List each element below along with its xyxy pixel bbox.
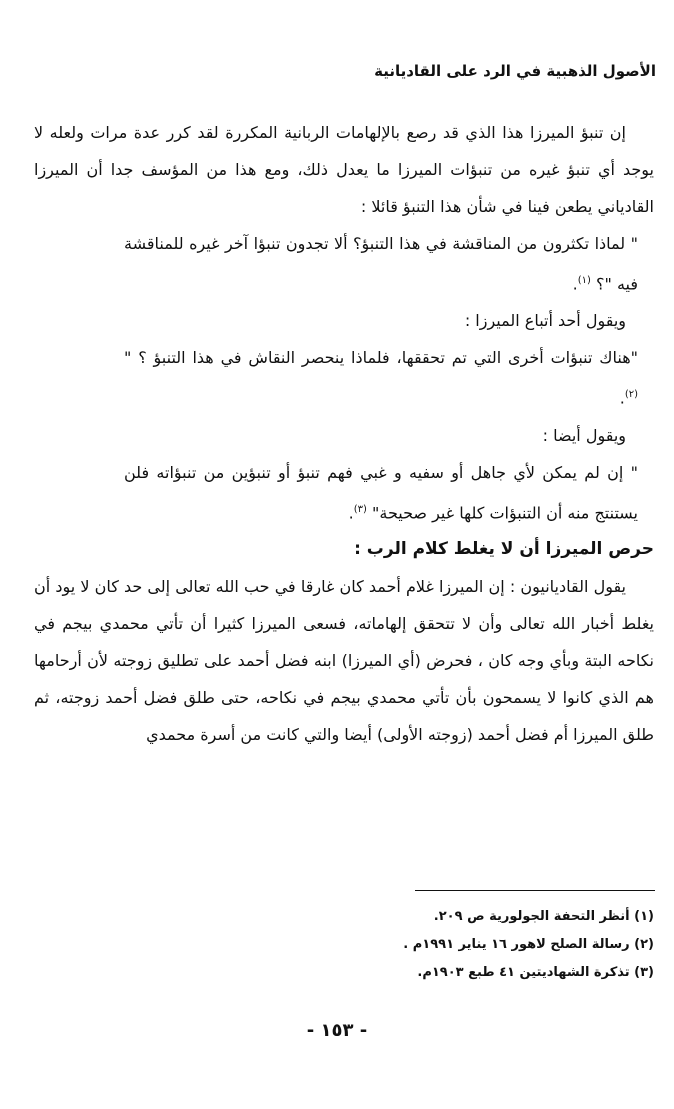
quote-3-text: " إن لم يمكن لأي جاهل أو سفيه و غبي فهم تنبؤ أو تنبؤين من تنبؤاته فلن يستنتج منه أن التنبؤات كلها غير صحيحة" [124, 462, 638, 522]
quote-2-end: . [619, 388, 625, 408]
footnote-ref-3: (٣) [353, 503, 367, 515]
section-heading: حرص الميرزا أن لا يغلط كلام الرب : [354, 538, 654, 559]
paragraph-1: إن تنبؤ الميرزا هذا الذي قد رصع بالإلهامات الربانية المكررة لقد كرر عدة مرات ولعله لا يوجد أي تنبؤ غيره من تنبؤات الميرزا ما يعدل ذلك، ومع هذا من المؤسف جدا أن الميرزا القادياني يطعن فينا في شأن هذا التنبؤ قائلا : [34, 123, 654, 216]
book-title: الأصول الذهبية في الرد على القاديانية [374, 62, 656, 80]
quote-1 [34, 225, 654, 302]
footnote-1: (١) أنظر التحفة الجولورية ص ٢٠٩. [433, 909, 654, 924]
quote-3 [34, 454, 654, 531]
paragraph-2: ويقول أحد أتباع الميرزا : [464, 311, 626, 331]
paragraph-3: ويقول أيضا : [542, 425, 626, 445]
page-number: - ١٥٣ - [306, 1020, 368, 1041]
footnote-2: (٢) رسالة الصلح لاهور ١٦ يناير ١٩٩١م . [403, 937, 654, 952]
footnote-ref-1: (١) [577, 275, 591, 286]
quote-3-end: . [348, 502, 354, 522]
quote-1-end: . [572, 274, 578, 294]
footnote-3: (٣) تذكرة الشهاديتين ٤١ طبع ١٩٠٣م. [417, 965, 654, 980]
paragraph-4: يقول القاديانيون : إن الميرزا غلام أحمد كان غارقا في حب الله تعالى إلى حد كان لا يود أن يغلط أخبار الله تعالى وأن لا تتحقق إلهاماته، فسعى الميرزا كثيرا أن تأتي محمدي بيجم في نكاحه البتة وبأي وجه كان ، فحرض (أي الميرزا) ابنه فضل أحمد على تطليق زوجته لأن أرحامها هم الذي كانوا لا يسمحون بأن تأتي محمدي بيجم في نكاحه، حتى طلق فضل أحمد زوجته، ثم طلق الميرزا أم فضل أحمد (زوجته الأولى) أيضا والتي كانت من أسرة محمدي [34, 576, 654, 744]
running-header [36, 52, 656, 92]
quote-1-text: " لماذا تكثرون من المناقشة في هذا التنبؤ؟ ألا تجدون تنبؤا آخر غيره للمناقشة فيه "؟ [124, 234, 638, 294]
quote-2-text: "هناك تنبؤات أخرى التي تم تحققها، فلماذا ينحصر النقاش في هذا التنبؤ ؟ " [124, 348, 638, 368]
footnote-ref-2: (٢) [624, 389, 638, 401]
quote-2 [34, 339, 654, 416]
main-text [34, 114, 654, 753]
footnotes [34, 903, 654, 987]
footnote-divider [415, 890, 655, 891]
